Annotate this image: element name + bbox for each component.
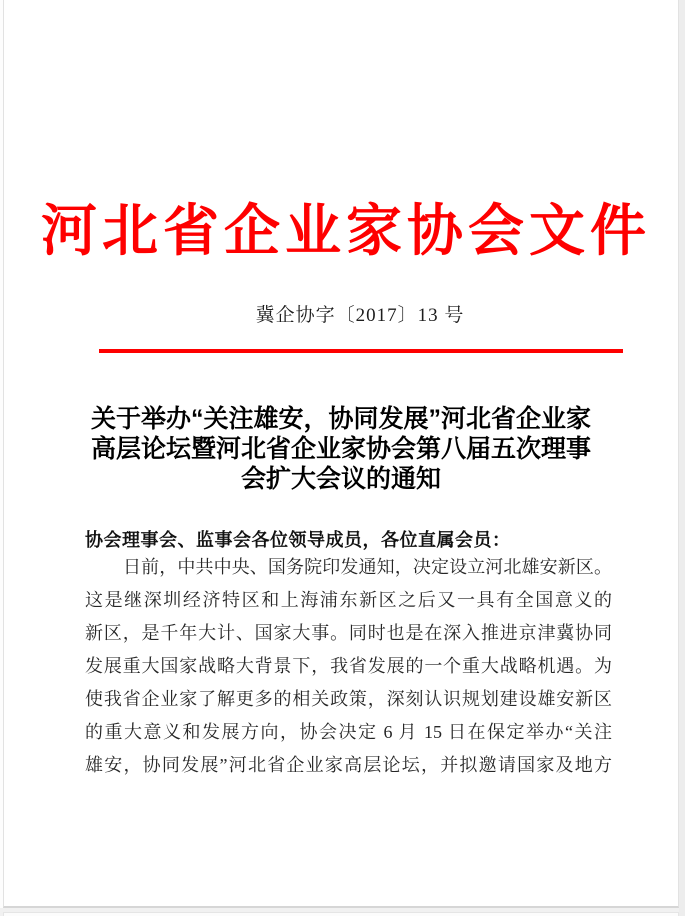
heading-line: 高层论坛暨河北省企业家协会第八届五次理事 (90, 435, 591, 463)
body-line: 的重大意义和发展方向，协会决定 6 月 15 日在保定举办“关注 (85, 722, 612, 742)
body-line: 日前，中共中央、国务院印发通知，决定设立河北雄安新区。 (123, 557, 612, 577)
page (3, 0, 679, 908)
body-line: 这是继深圳经济特区和上海浦东新区之后又一具有全国意义的 (85, 590, 612, 610)
body-line: 新区，是千年大计、国家大事。同时也是在深入推进京津冀协同 (85, 623, 612, 643)
body-paragraph (85, 551, 612, 782)
body-line: 使我省企业家了解更多的相关政策，深刻认识规划建设雄安新区 (85, 689, 612, 709)
heading-line: 关于举办“关注雄安，协同发展”河北省企业家 (90, 405, 591, 433)
body-line: 发展重大国家战略大背景下，我省发展的一个重大战略机遇。为 (85, 656, 612, 676)
org-title: 河北省企业家协会文件 (41, 199, 651, 262)
viewer-gutter (679, 0, 685, 916)
salutation: 协会理事会、监事会各位领导成员，各位直属会员： (85, 530, 511, 550)
red-divider-line (99, 349, 623, 353)
doc-number: 冀企协字〔2017〕13 号 (255, 305, 465, 326)
body-line: 雄安，协同发展”河北省企业家高层论坛，并拟邀请国家及地方 (85, 755, 612, 775)
heading-line: 会扩大会议的通知 (240, 465, 441, 493)
doc-heading (4, 404, 678, 494)
next-page-edge (3, 912, 679, 916)
